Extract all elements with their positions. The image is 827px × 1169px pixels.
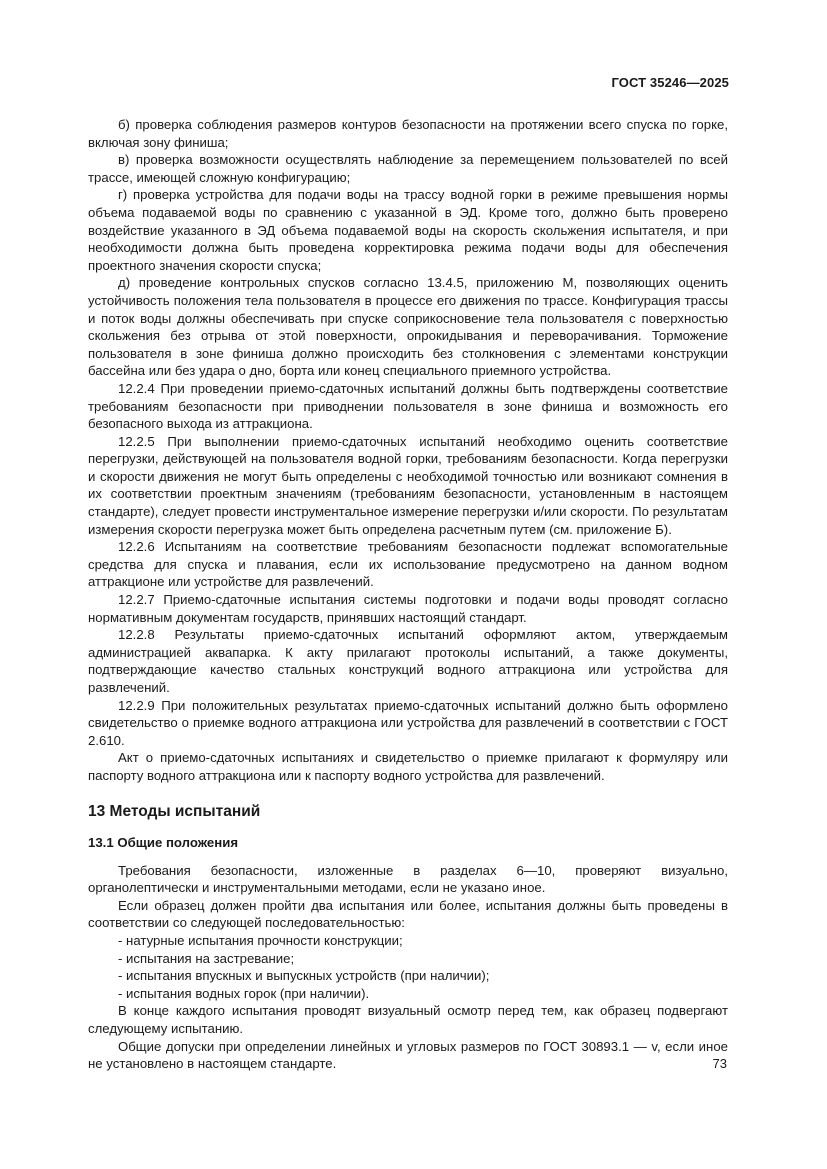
clause-12-2-4: 12.2.4 При проведении приемо-сдаточных испытаний должны быть подтверждены соответствие требованиям безопасности при приводнении пользователя в зоне финиша и возможность его безопасного выхода из аттракциона. — [88, 380, 728, 432]
document-header: ГОСТ 35246—2025 — [611, 75, 729, 90]
act-paragraph: Акт о приемо-сдаточных испытаниях и свидетельство о приемке прилагают к формуляру или паспорту водного аттракциона или к паспорту водного устройства для развлечений. — [88, 750, 728, 783]
section-paragraph-3: В конце каждого испытания проводят визуальный осмотр перед тем, как образец подвергают следующему испытанию. — [88, 1003, 728, 1036]
clause-12-2-6: 12.2.6 Испытаниям на соответствие требованиям безопасности подлежат вспомогательные средства для спуска и плавания, если их использование предусмотрено на данном водном аттракционе или устройстве для развлечений. — [88, 539, 728, 590]
item-d: д) проведение контрольных спусков согласно 13.4.5, приложению М, позволяющих оценить устойчивость положения тела пользователя в процессе его движения по трассе. Конфигурация трассы и поток воды должны обеспечивать при спуске соприкосновение тела пользователя с поверхностью скольжения без отрыва от этой поверхности, опрокидывания и переворачивания. Торможение пользователя в зоне финиша должно происходить без столкновения с элементами конструкции бассейна или без удара о дно, борта или конец специального приемного устройства. — [88, 275, 728, 379]
list-item: - испытания водных горок (при наличии). — [118, 985, 370, 1001]
document-body — [88, 116, 728, 1073]
section-paragraph-2: Если образец должен пройти два испытания или более, испытания должны быть проведены в соответствии со следующей последовательностью: — [88, 897, 728, 931]
list-item: - испытания на застревание; — [118, 950, 295, 966]
clause-12-2-5: 12.2.5 При выполнении приемо-сдаточных испытаний необходимо оценить соответствие перегрузки, действующей на пользователя водной горки, требованиям безопасности. Когда перегрузки и скорости движения не могут быть определены с необходимой точностью или возникают сомнения в их соответствии проектным значениям (требованиям безопасности, установленным в настоящем стандарте), следует провести инструментальное измерение перегрузки и/или скорости. По результатам измерения скорости перегрузка может быть определена расчетным путем (см. приложение Б). — [88, 433, 728, 537]
item-b: б) проверка соблюдения размеров контуров безопасности на протяжении всего спуска по горке, включая зону финиша; — [88, 117, 728, 150]
section-title: 13 Методы испытаний — [88, 802, 261, 820]
list-item: - натурные испытания прочности конструкции; — [118, 932, 403, 948]
section-paragraph-4: Общие допуски при определении линейных и угловых размеров по ГОСТ 30893.1 — v, если иное не установлено в настоящем стандарте. — [88, 1038, 728, 1072]
page-number: 73 — [712, 1056, 727, 1071]
clause-12-2-7: 12.2.7 Приемо-сдаточные испытания системы подготовки и подачи воды проводят согласно нормативным документам государств, принявших настоящий стандарт. — [88, 592, 728, 625]
clause-12-2-9: 12.2.9 При положительных результатах приемо-сдаточных испытаний должно быть оформлено свидетельство о приемке водного аттракциона или устройства для развлечений в соответствии с ГОСТ 2.610. — [88, 697, 728, 748]
list-item: - испытания впускных и выпускных устройств (при наличии); — [118, 968, 490, 984]
subsection-title: 13.1 Общие положения — [88, 834, 239, 850]
section-paragraph-1: Требования безопасности, изложенные в разделах 6—10, проверяют визуально, органолептически и инструментальными методами, если не указано иное. — [88, 862, 728, 896]
clause-12-2-8: 12.2.8 Результаты приемо-сдаточных испытаний оформляют актом, утверждаемым администрацией аквапарка. К акту прилагают протоколы испытаний, а также документы, подтверждающие качество стальных конструкций водного аттракциона или устройства для развлечений. — [88, 627, 728, 695]
item-v: в) проверка возможности осуществлять наблюдение за перемещением пользователей по всей трассе, имеющей сложную конфигурацию; — [88, 152, 728, 185]
item-g: г) проверка устройства для подачи воды на трассу водной горки в режиме превышения нормы объема подаваемой воды по сравнению с указанной в ЭД. Кроме того, должно быть проверено воздействие указанного в ЭД объема подаваемой воды на скорость скольжения испытателя, и при необходимости должна быть проведена корректировка режима подачи воды для обеспечения проектного значения скорости спуска; — [88, 187, 728, 273]
